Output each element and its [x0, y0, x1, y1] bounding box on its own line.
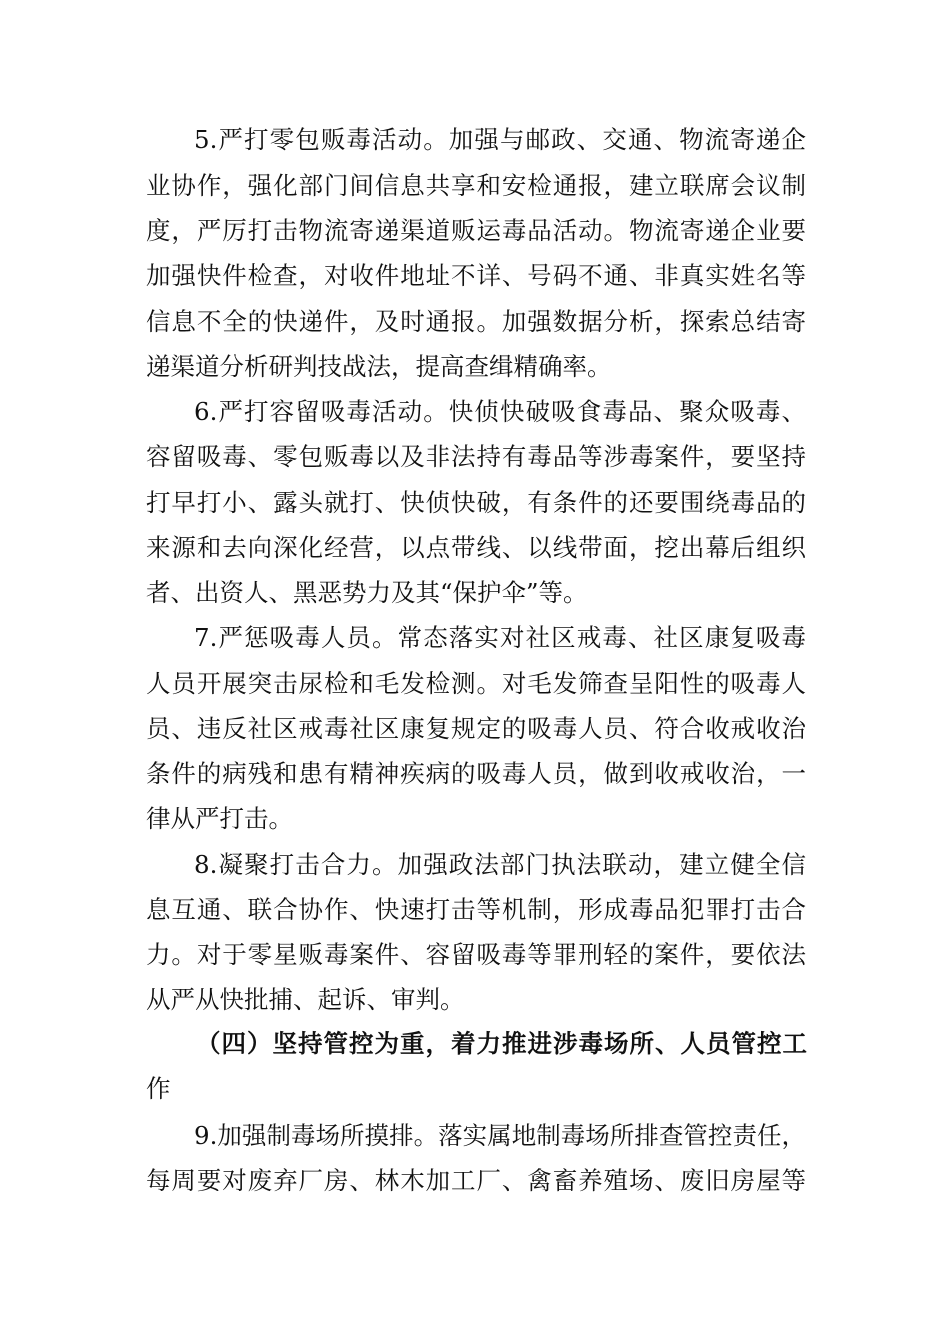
paragraph-5-line-4: 加强快件检查，对收件地址不详、号码不通、非真实姓名等 [146, 261, 806, 290]
paragraph-5-line-2: 业协作，强化部门间信息共享和安检通报，建立联席会议制 [146, 171, 806, 200]
paragraph-7-line-2: 人员开展突击尿检和毛发检测。对毛发筛查呈阳性的吸毒人 [146, 669, 806, 698]
paragraph-5-line-1: 5.严打零包贩毒活动。加强与邮政、交通、物流寄递企 [194, 125, 806, 154]
paragraph-8-line-2: 息互通、联合协作、快速打击等机制，形成毒品犯罪打击合 [146, 895, 806, 924]
section-heading-line-1: （四）坚持管控为重，着力推进涉毒场所、人员管控工 [196, 1029, 808, 1058]
paragraph-5-line-3: 度，严厉打击物流寄递渠道贩运毒品活动。物流寄递企业要 [146, 216, 806, 245]
paragraph-6-line-4: 来源和去向深化经营，以点带线、以线带面，挖出幕后组织 [146, 533, 806, 562]
paragraph-9-line-2: 每周要对废弃厂房、林木加工厂、禽畜养殖场、废旧房屋等 [146, 1166, 806, 1195]
paragraph-8-line-4: 从严从快批捕、起诉、审判。 [146, 985, 465, 1014]
paragraph-6-line-5: 者、出资人、黑恶势力及其“保护伞”等。 [146, 578, 588, 607]
section-heading-line-2: 作 [146, 1074, 171, 1103]
paragraph-6-line-1: 6.严打容留吸毒活动。快侦快破吸食毒品、聚众吸毒、 [194, 397, 806, 426]
paragraph-7-line-3: 员、违反社区戒毒社区康复规定的吸毒人员、符合收戒收治 [146, 714, 806, 743]
paragraph-8-line-1: 8.凝聚打击合力。加强政法部门执法联动，建立健全信 [194, 850, 806, 879]
paragraph-7-line-4: 条件的病残和患有精神疾病的吸毒人员，做到收戒收治，一 [146, 759, 806, 788]
paragraph-5-line-5: 信息不全的快递件，及时通报。加强数据分析，探索总结寄 [146, 307, 806, 336]
paragraph-5-line-6: 递渠道分析研判技战法，提高查缉精确率。 [146, 352, 612, 381]
paragraph-7-line-5: 律从严打击。 [146, 804, 293, 833]
paragraph-6-line-3: 打早打小、露头就打、快侦快破，有条件的还要围绕毒品的 [146, 488, 806, 517]
paragraph-9-line-1: 9.加强制毒场所摸排。落实属地制毒场所排查管控责任， [194, 1121, 806, 1150]
paragraph-6-line-2: 容留吸毒、零包贩毒以及非法持有毒品等涉毒案件，要坚持 [146, 442, 806, 471]
paragraph-8-line-3: 力。对于零星贩毒案件、容留吸毒等罪刑轻的案件，要依法 [146, 940, 806, 969]
paragraph-7-line-1: 7.严惩吸毒人员。常态落实对社区戒毒、社区康复吸毒 [194, 623, 806, 652]
